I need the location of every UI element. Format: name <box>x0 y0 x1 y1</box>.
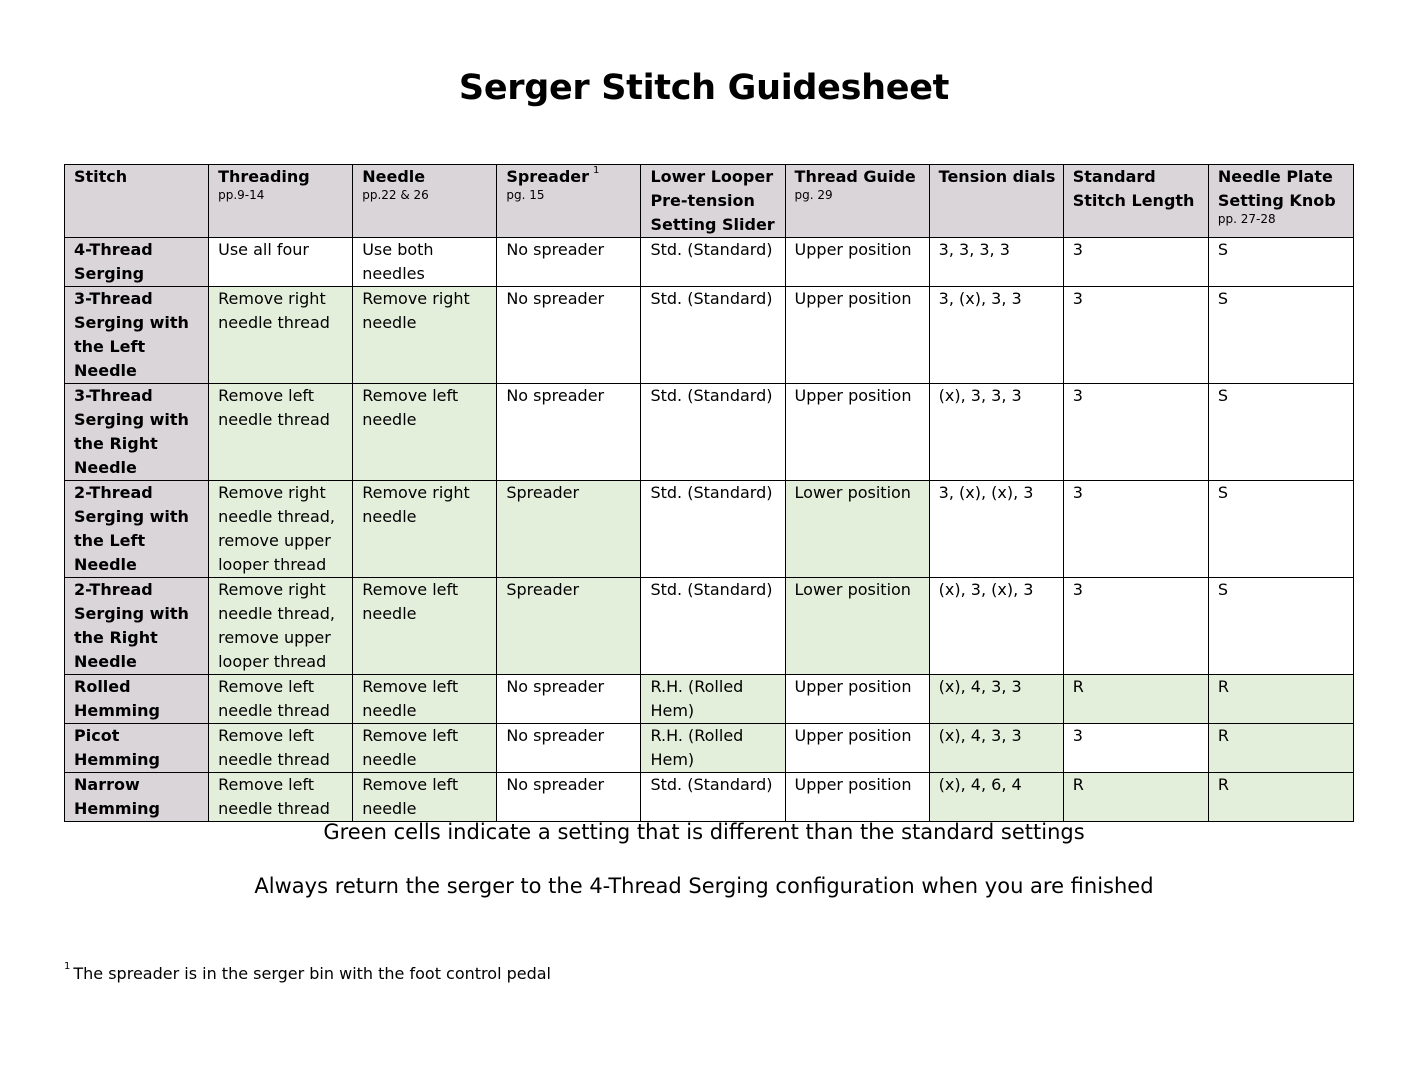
table-cell: Remove right needle <box>353 481 497 578</box>
header-cell-needle-plate <box>1208 165 1353 238</box>
table-cell: Use all four <box>209 238 353 287</box>
header-label: Tension dials <box>938 167 1056 186</box>
header-cell-tension-dials <box>929 165 1063 238</box>
table-cell: No spreader <box>497 287 641 384</box>
header-cell-needle <box>353 165 497 238</box>
stitch-name-cell: 2-Thread Serging with the Right Needle <box>65 578 209 675</box>
table-cell: R.H. (Rolled Hem) <box>641 724 785 773</box>
table-cell: S <box>1208 287 1353 384</box>
header-label: Threading <box>218 167 310 186</box>
table-cell: Remove left needle thread <box>209 675 353 724</box>
table-row <box>65 773 1354 822</box>
header-page-ref: pp.9-14 <box>218 188 265 202</box>
table-cell: Upper position <box>785 238 929 287</box>
table-cell: Remove left needle <box>353 724 497 773</box>
stitch-name-cell: 2-Thread Serging with the Left Needle <box>65 481 209 578</box>
table-cell: Std. (Standard) <box>641 481 785 578</box>
header-page-ref: pp.22 & 26 <box>362 188 429 202</box>
table-cell: Upper position <box>785 675 929 724</box>
table-cell: Lower position <box>785 578 929 675</box>
header-page-ref: pg. 29 <box>794 188 833 202</box>
page-title: Serger Stitch Guidesheet <box>458 68 950 108</box>
table-cell: (x), 3, (x), 3 <box>929 578 1063 675</box>
table-cell: Upper position <box>785 287 929 384</box>
table-cell: No spreader <box>497 675 641 724</box>
green-cells-note: Green cells indicate a setting that is different than the standard settings <box>323 820 1085 844</box>
table-cell: No spreader <box>497 384 641 481</box>
table-cell: R <box>1063 675 1208 724</box>
table-row <box>65 578 1354 675</box>
table-cell: S <box>1208 238 1353 287</box>
table-cell: Spreader <box>497 578 641 675</box>
header-page-ref: pg. 15 <box>506 188 545 202</box>
header-row <box>65 165 1354 238</box>
table-cell: 3, (x), 3, 3 <box>929 287 1063 384</box>
stitch-name-cell: Picot Hemming <box>65 724 209 773</box>
stitch-name-cell: 3-Thread Serging with the Right Needle <box>65 384 209 481</box>
table-row <box>65 481 1354 578</box>
header-label: Needle <box>362 167 426 186</box>
footnote-text: The spreader is in the serger bin with the foot control pedal <box>73 964 551 983</box>
table-cell: R <box>1208 675 1353 724</box>
table-cell: (x), 4, 3, 3 <box>929 724 1063 773</box>
footnote <box>64 961 551 983</box>
table-cell: (x), 4, 3, 3 <box>929 675 1063 724</box>
table-cell: No spreader <box>497 724 641 773</box>
table-cell: Remove left needle <box>353 578 497 675</box>
table-cell: Lower position <box>785 481 929 578</box>
header-label: Lower Looper Pre-tension Setting Slider <box>650 167 775 234</box>
table-cell: 3 <box>1063 384 1208 481</box>
table-cell: R.H. (Rolled Hem) <box>641 675 785 724</box>
table-cell: R <box>1063 773 1208 822</box>
table-cell: 3 <box>1063 481 1208 578</box>
footnote-marker: 1 <box>593 165 600 176</box>
table-cell: No spreader <box>497 773 641 822</box>
table-cell: 3 <box>1063 724 1208 773</box>
table-cell: Remove left needle thread <box>209 773 353 822</box>
stitch-name-cell: Rolled Hemming <box>65 675 209 724</box>
header-label: Spreader <box>506 167 590 186</box>
table-cell: Remove left needle <box>353 675 497 724</box>
table-cell: Std. (Standard) <box>641 287 785 384</box>
table-row <box>65 675 1354 724</box>
header-page-ref: pp. 27-28 <box>1217 212 1276 226</box>
table-cell: Upper position <box>785 384 929 481</box>
table-cell: 3 <box>1063 238 1208 287</box>
header-cell-thread-guide <box>785 165 929 238</box>
table-cell: S <box>1208 578 1353 675</box>
table-cell: (x), 4, 6, 4 <box>929 773 1063 822</box>
table-cell: Remove right needle thread <box>209 287 353 384</box>
table-cell: 3, 3, 3, 3 <box>929 238 1063 287</box>
header-cell-threading <box>209 165 353 238</box>
table-cell: Std. (Standard) <box>641 773 785 822</box>
table-cell: Spreader <box>497 481 641 578</box>
table-cell: 3 <box>1063 578 1208 675</box>
table-row <box>65 384 1354 481</box>
header-cell-spreader <box>497 165 641 238</box>
table-cell: Upper position <box>785 724 929 773</box>
table-cell: Remove right needle thread, remove upper looper thread <box>209 481 353 578</box>
header-cell-stitch <box>65 165 209 238</box>
table-cell: Remove left needle thread <box>209 724 353 773</box>
table-cell: R <box>1208 724 1353 773</box>
table-row <box>65 238 1354 287</box>
stitch-name-cell: Narrow Hemming <box>65 773 209 822</box>
footnote-marker: 1 <box>64 961 71 972</box>
table-cell: Remove left needle <box>353 773 497 822</box>
header-label: Standard Stitch Length <box>1072 167 1195 210</box>
stitch-name-cell: 3-Thread Serging with the Left Needle <box>65 287 209 384</box>
header-cell-stitch-length <box>1063 165 1208 238</box>
table-row <box>65 724 1354 773</box>
table-cell: Remove left needle <box>353 384 497 481</box>
table-cell: Std. (Standard) <box>641 238 785 287</box>
stitch-name-cell: 4-Thread Serging <box>65 238 209 287</box>
table-cell: S <box>1208 481 1353 578</box>
table-cell: Remove left needle thread <box>209 384 353 481</box>
table-cell: (x), 3, 3, 3 <box>929 384 1063 481</box>
table-cell: Remove right needle <box>353 287 497 384</box>
return-config-note: Always return the serger to the 4-Thread Serging configuration when you are finished <box>254 874 1154 898</box>
table-cell: Upper position <box>785 773 929 822</box>
table-cell: No spreader <box>497 238 641 287</box>
header-label: Needle Plate Setting Knob <box>1217 167 1336 210</box>
stitch-guide-table <box>64 164 1354 822</box>
header-label: Thread Guide <box>794 167 916 186</box>
table-cell: S <box>1208 384 1353 481</box>
table-cell: 3, (x), (x), 3 <box>929 481 1063 578</box>
table-cell: 3 <box>1063 287 1208 384</box>
table-cell: Remove right needle thread, remove upper looper thread <box>209 578 353 675</box>
table-cell: Use both needles <box>353 238 497 287</box>
header-label: Stitch <box>74 167 128 186</box>
table-cell: R <box>1208 773 1353 822</box>
header-cell-lower-looper <box>641 165 785 238</box>
table-row <box>65 287 1354 384</box>
table-cell: Std. (Standard) <box>641 384 785 481</box>
table-cell: Std. (Standard) <box>641 578 785 675</box>
